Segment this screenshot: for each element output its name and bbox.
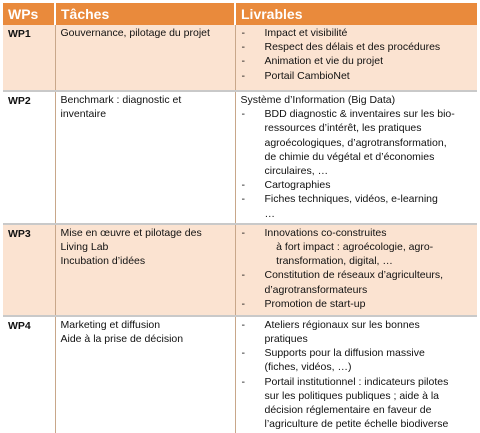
wp-table-container	[3, 3, 477, 433]
task-line: Gouvernance, pilotage du projet	[60, 27, 210, 39]
deliverables-list	[241, 226, 473, 311]
deliverable-item: - BDD diagnostic & inventaires sur les bio- ressources d’intérêt, les pratiques agroécologiques, d’agrotransformation, de chimie du végétal et d’économies circulaires, …	[241, 107, 473, 178]
deliverables-list	[241, 26, 473, 83]
deliverable-item: - Promotion de start-up	[241, 297, 473, 311]
deliverables-intro: Système d’Information (Big Data)	[240, 94, 396, 106]
header-taches: Tâches	[55, 3, 235, 25]
tasks-cell	[55, 25, 235, 91]
wp-label: WP4	[3, 316, 55, 433]
deliverable-item: - Supports pour la diffusion massive (fiches, vidéos, …)	[241, 346, 473, 374]
tasks-cell	[55, 316, 235, 433]
task-line: Aide à la prise de décision	[60, 333, 184, 346]
deliverable-item: - Animation et vie du projet	[241, 54, 473, 68]
deliverables-list	[241, 107, 473, 206]
deliverable-item: - Portail CambioNet	[241, 69, 473, 83]
deliverables-cell	[235, 224, 477, 316]
table-row-wp2	[3, 91, 477, 224]
wp-label: WP1	[3, 25, 55, 91]
header-row	[3, 3, 477, 25]
table-row-wp3	[3, 224, 477, 316]
header-wps: WPs	[3, 3, 55, 25]
deliverable-item: - Portail institutionnel : indicateurs pilotes sur les politiques publiques ; aide à la décision réglementaire en faveur de l’agriculture de petite échelle biodiverse	[241, 375, 473, 432]
task-line: Incubation d’idées	[60, 255, 146, 268]
wp-label: WP3	[3, 224, 55, 316]
deliverable-item: - Respect des délais et des procédures	[241, 40, 473, 54]
task-line: Mise en œuvre et pilotage des	[60, 226, 202, 239]
task-line: Living Lab	[60, 241, 109, 254]
tasks-cell	[55, 91, 235, 224]
deliverables-ellipsis: …	[264, 207, 275, 220]
tasks-cell	[55, 224, 235, 316]
work-packages-table	[3, 3, 477, 433]
task-line: inventaire	[60, 108, 107, 121]
wp-label: WP2	[3, 91, 55, 224]
deliverable-item: - Innovations co-construites à fort impact : agroécologie, agro- transformation, digital, …	[241, 226, 473, 269]
deliverables-cell	[235, 316, 477, 433]
deliverables-cell	[235, 91, 477, 224]
deliverable-item: - Cartographies	[241, 178, 473, 192]
deliverables-cell	[235, 25, 477, 91]
table-row-wp4	[3, 316, 477, 433]
task-line: Marketing et diffusion	[60, 318, 161, 331]
deliverable-item: - Constitution de réseaux d’agriculteurs, d’agrotransformateurs	[241, 268, 473, 296]
deliverable-item: - Impact et visibilité	[241, 26, 473, 40]
task-line: Benchmark : diagnostic et	[60, 94, 182, 106]
table-row-wp1	[3, 25, 477, 91]
header-livrables: Livrables	[235, 3, 477, 25]
deliverable-item: - Ateliers régionaux sur les bonnes pratiques	[241, 318, 473, 346]
deliverable-item: - Fiches techniques, vidéos, e-learning	[241, 192, 473, 206]
deliverables-list	[241, 318, 473, 432]
